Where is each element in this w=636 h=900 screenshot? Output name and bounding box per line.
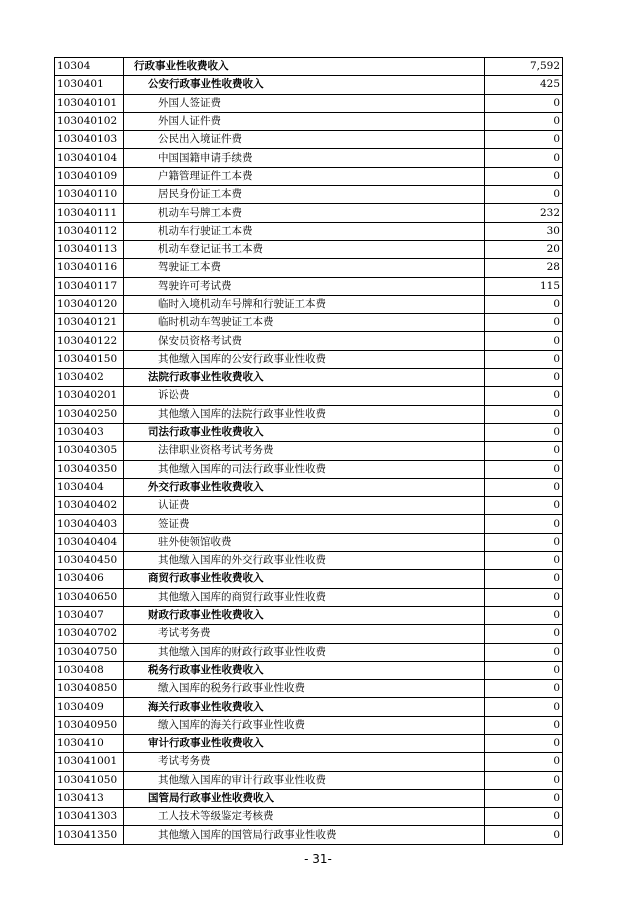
row-code: 1030403: [55, 423, 124, 441]
row-code: 103040350: [55, 460, 124, 478]
row-item-name: 其他缴入国库的财政行政事业性收费: [124, 643, 485, 661]
table-row: [55, 112, 563, 130]
row-item-name: 其他缴入国库的国管局行政事业性收费: [124, 826, 485, 844]
row-code: 103040750: [55, 643, 124, 661]
row-item-name: 外国人签证费: [124, 94, 485, 112]
row-amount: 0: [485, 149, 563, 167]
row-amount: 20: [485, 240, 563, 258]
row-item-name: 司法行政事业性收费收入: [124, 423, 485, 441]
row-amount: 115: [485, 277, 563, 295]
row-item-name: 其他缴入国库的审计行政事业性收费: [124, 771, 485, 789]
row-code: 103040110: [55, 186, 124, 204]
row-amount: 0: [485, 734, 563, 752]
row-code: 103040305: [55, 442, 124, 460]
row-code: 103040112: [55, 222, 124, 240]
row-code: 1030401: [55, 76, 124, 94]
row-amount: 0: [485, 680, 563, 698]
row-amount: 0: [485, 606, 563, 624]
row-code: 103040120: [55, 295, 124, 313]
row-amount: 0: [485, 753, 563, 771]
row-item-name: 缴入国库的税务行政事业性收费: [124, 680, 485, 698]
table-row: [55, 222, 563, 240]
table-row: [55, 680, 563, 698]
row-code: 103041050: [55, 771, 124, 789]
row-item-name: 考试考务费: [124, 625, 485, 643]
row-code: 103040117: [55, 277, 124, 295]
row-item-name: 临时入境机动车号牌和行驶证工本费: [124, 295, 485, 313]
row-item-name: 外国人证件费: [124, 112, 485, 130]
table-row: [55, 606, 563, 624]
row-amount: 0: [485, 515, 563, 533]
row-code: 1030404: [55, 478, 124, 496]
row-code: 1030409: [55, 698, 124, 716]
table-row: [55, 204, 563, 222]
row-amount: 0: [485, 460, 563, 478]
table-row: [55, 369, 563, 387]
row-code: 103041001: [55, 753, 124, 771]
table-row: [55, 661, 563, 679]
table-row: [55, 259, 563, 277]
row-amount: 0: [485, 369, 563, 387]
row-item-name: 考试考务费: [124, 753, 485, 771]
row-amount: 0: [485, 588, 563, 606]
row-amount: 30: [485, 222, 563, 240]
row-amount: 0: [485, 552, 563, 570]
table-row: [55, 515, 563, 533]
table-row: [55, 240, 563, 258]
row-amount: 0: [485, 808, 563, 826]
table-row: [55, 552, 563, 570]
row-amount: 0: [485, 826, 563, 844]
revenue-table-body: [55, 58, 563, 845]
table-row: [55, 423, 563, 441]
table-row: [55, 460, 563, 478]
row-item-name: 国管局行政事业性收费收入: [124, 789, 485, 807]
row-item-name: 认证费: [124, 497, 485, 515]
row-item-name: 法院行政事业性收费收入: [124, 369, 485, 387]
page-number: - 31-: [304, 852, 332, 866]
row-amount: 0: [485, 94, 563, 112]
table-row: [55, 643, 563, 661]
row-item-name: 其他缴入国库的司法行政事业性收费: [124, 460, 485, 478]
table-row: [55, 350, 563, 368]
table-row: [55, 625, 563, 643]
row-code: 103040101: [55, 94, 124, 112]
table-row: [55, 826, 563, 844]
row-amount: 0: [485, 332, 563, 350]
row-item-name: 行政事业性收费收入: [124, 58, 485, 76]
row-item-name: 审计行政事业性收费收入: [124, 734, 485, 752]
row-code: 103040103: [55, 131, 124, 149]
table-row: [55, 186, 563, 204]
row-item-name: 户籍管理证件工本费: [124, 167, 485, 185]
row-amount: 0: [485, 497, 563, 515]
row-code: 103040111: [55, 204, 124, 222]
table-row: [55, 332, 563, 350]
row-item-name: 驾驶证工本费: [124, 259, 485, 277]
table-row: [55, 277, 563, 295]
row-item-name: 其他缴入国库的公安行政事业性收费: [124, 350, 485, 368]
row-code: 103040850: [55, 680, 124, 698]
row-code: 103040404: [55, 533, 124, 551]
row-code: 103040403: [55, 515, 124, 533]
table-row: [55, 94, 563, 112]
row-code: 103040121: [55, 314, 124, 332]
row-item-name: 税务行政事业性收费收入: [124, 661, 485, 679]
row-item-name: 工人技术等级鉴定考核费: [124, 808, 485, 826]
row-item-name: 机动车登记证书工本费: [124, 240, 485, 258]
row-item-name: 其他缴入国库的法院行政事业性收费: [124, 405, 485, 423]
row-item-name: 公安行政事业性收费收入: [124, 76, 485, 94]
table-row: [55, 570, 563, 588]
table-row: [55, 533, 563, 551]
row-code: 103040113: [55, 240, 124, 258]
row-amount: 0: [485, 423, 563, 441]
table-row: [55, 698, 563, 716]
table-row: [55, 149, 563, 167]
row-amount: 0: [485, 350, 563, 368]
row-code: 103041303: [55, 808, 124, 826]
row-item-name: 商贸行政事业性收费收入: [124, 570, 485, 588]
table-row: [55, 295, 563, 313]
row-code: 1030408: [55, 661, 124, 679]
row-item-name: 保安员资格考试费: [124, 332, 485, 350]
row-item-name: 海关行政事业性收费收入: [124, 698, 485, 716]
row-code: 103041350: [55, 826, 124, 844]
revenue-table: [54, 57, 563, 845]
row-amount: 0: [485, 643, 563, 661]
table-row: [55, 771, 563, 789]
row-item-name: 外交行政事业性收费收入: [124, 478, 485, 496]
row-code: 103040109: [55, 167, 124, 185]
row-amount: 7,592: [485, 58, 563, 76]
table-row: [55, 716, 563, 734]
table-row: [55, 76, 563, 94]
row-amount: 0: [485, 387, 563, 405]
row-amount: 0: [485, 625, 563, 643]
row-item-name: 公民出入境证件费: [124, 131, 485, 149]
row-amount: 0: [485, 131, 563, 149]
row-item-name: 居民身份证工本费: [124, 186, 485, 204]
row-item-name: 驻外使领馆收费: [124, 533, 485, 551]
table-row: [55, 387, 563, 405]
row-code: 1030402: [55, 369, 124, 387]
table-row: [55, 808, 563, 826]
row-item-name: 中国国籍申请手续费: [124, 149, 485, 167]
row-code: 103040450: [55, 552, 124, 570]
row-code: 103040402: [55, 497, 124, 515]
row-item-name: 驾驶许可考试费: [124, 277, 485, 295]
row-amount: 28: [485, 259, 563, 277]
row-amount: 0: [485, 112, 563, 130]
row-item-name: 诉讼费: [124, 387, 485, 405]
row-code: 103040650: [55, 588, 124, 606]
row-amount: 0: [485, 295, 563, 313]
row-amount: 0: [485, 661, 563, 679]
row-item-name: 缴入国库的海关行政事业性收费: [124, 716, 485, 734]
row-amount: 0: [485, 789, 563, 807]
table-row: [55, 734, 563, 752]
row-item-name: 签证费: [124, 515, 485, 533]
row-code: 1030413: [55, 789, 124, 807]
row-code: 103040950: [55, 716, 124, 734]
row-amount: 0: [485, 186, 563, 204]
row-code: 103040150: [55, 350, 124, 368]
row-amount: 0: [485, 167, 563, 185]
row-item-name: 临时机动车驾驶证工本费: [124, 314, 485, 332]
row-item-name: 财政行政事业性收费收入: [124, 606, 485, 624]
row-code: 1030406: [55, 570, 124, 588]
table-row: [55, 167, 563, 185]
row-code: 103040116: [55, 259, 124, 277]
table-row: [55, 58, 563, 76]
table-row: [55, 442, 563, 460]
row-item-name: 其他缴入国库的外交行政事业性收费: [124, 552, 485, 570]
table-row: [55, 131, 563, 149]
table-row: [55, 753, 563, 771]
row-amount: 0: [485, 478, 563, 496]
row-code: 103040122: [55, 332, 124, 350]
row-amount: 0: [485, 442, 563, 460]
row-amount: 232: [485, 204, 563, 222]
row-amount: 0: [485, 405, 563, 423]
row-code: 1030410: [55, 734, 124, 752]
row-item-name: 机动车号牌工本费: [124, 204, 485, 222]
row-code: 1030407: [55, 606, 124, 624]
row-code: 103040250: [55, 405, 124, 423]
row-item-name: 机动车行驶证工本费: [124, 222, 485, 240]
row-item-name: 其他缴入国库的商贸行政事业性收费: [124, 588, 485, 606]
row-code: 103040201: [55, 387, 124, 405]
table-row: [55, 405, 563, 423]
row-code: 103040102: [55, 112, 124, 130]
row-amount: 0: [485, 716, 563, 734]
row-item-name: 法律职业资格考试考务费: [124, 442, 485, 460]
table-row: [55, 314, 563, 332]
table-row: [55, 588, 563, 606]
table-row: [55, 497, 563, 515]
table-row: [55, 478, 563, 496]
row-amount: 0: [485, 533, 563, 551]
row-amount: 0: [485, 698, 563, 716]
row-amount: 425: [485, 76, 563, 94]
row-amount: 0: [485, 314, 563, 332]
table-row: [55, 789, 563, 807]
row-code: 10304: [55, 58, 124, 76]
row-code: 103040104: [55, 149, 124, 167]
row-amount: 0: [485, 771, 563, 789]
row-code: 103040702: [55, 625, 124, 643]
row-amount: 0: [485, 570, 563, 588]
